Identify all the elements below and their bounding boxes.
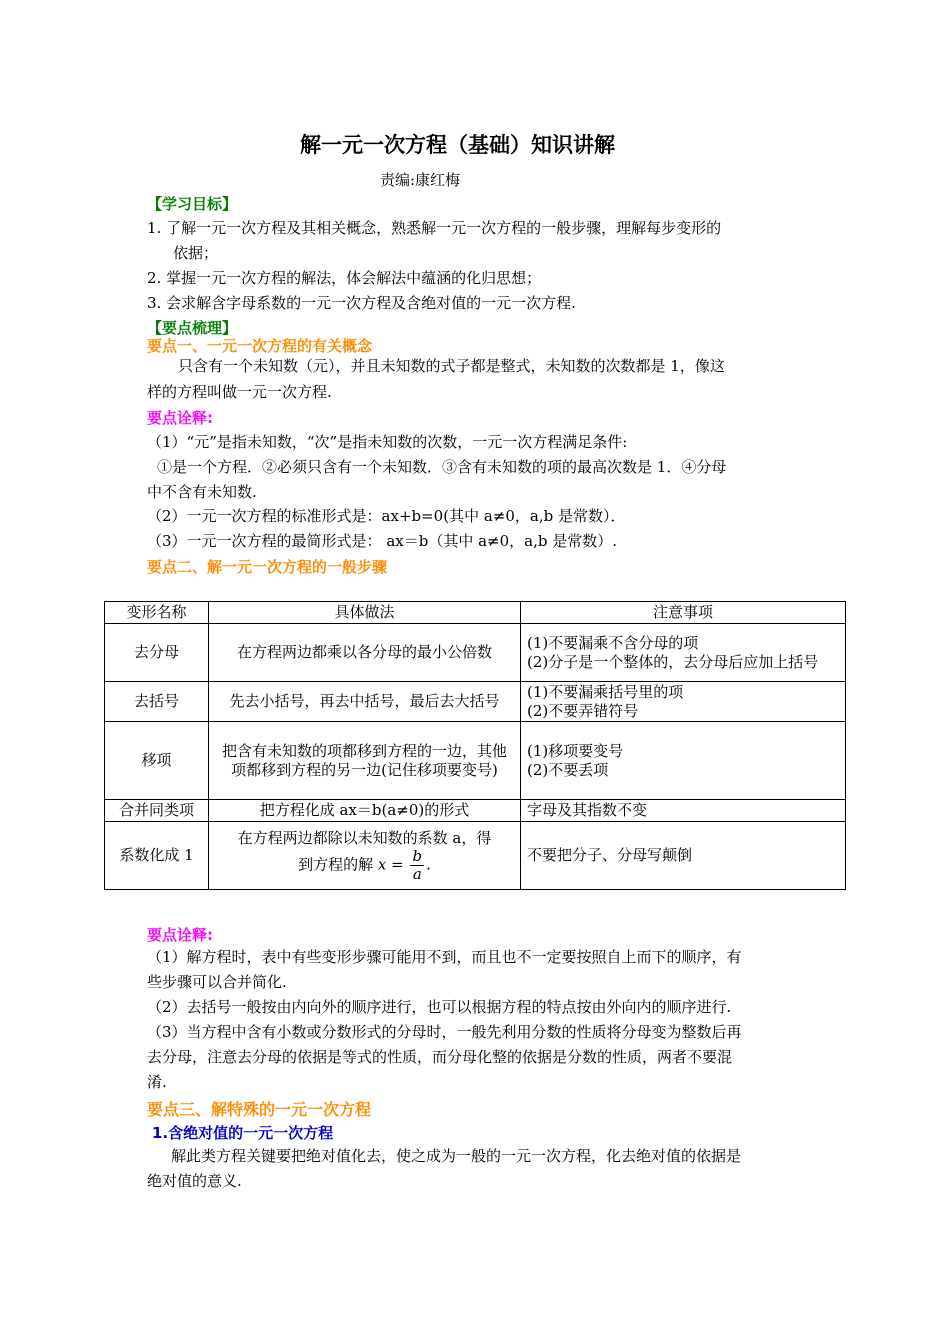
summary-heading: 【要点梳理】 — [147, 319, 238, 337]
step-name: 系数化成 1 — [105, 822, 209, 890]
point1-note: （1）“元”是指未知数，“次”是指未知数的次数，一元一次方程满足条件: — [147, 433, 628, 451]
step-method: 在方程两边都乘以各分母的最小公倍数 — [209, 624, 521, 682]
point1-note: ①是一个方程．②必须只含有一个未知数．③含有未知数的项的最高次数是 1．④分母 — [157, 458, 727, 476]
formula-lhs: x = — [377, 855, 404, 873]
step-note: 字母及其指数不变 — [527, 801, 648, 819]
point2-heading: 要点二、解一元一次方程的一般步骤 — [147, 558, 388, 576]
point1-text: 只含有一个未知数（元），并且未知数的式子都是整式，未知数的次数都是 1，像这 — [178, 357, 725, 375]
step-note: (2)不要丢项 — [527, 760, 609, 779]
step-note: (2)分子是一个整体的，去分母后应加上括号 — [527, 652, 819, 671]
goal-item: 2. 掌握一元一次方程的解法，体会解法中蕴涵的化归思想； — [147, 269, 542, 287]
step-note: 不要把分子、分母写颠倒 — [527, 846, 693, 864]
fraction — [410, 848, 424, 883]
step-method-text: 到方程的解 — [298, 855, 374, 873]
table-header: 具体做法 — [209, 602, 521, 624]
point1-note-heading: 要点诠释: — [147, 409, 213, 427]
step-notes — [521, 682, 846, 722]
step-method — [209, 822, 521, 890]
step-note: (2)不要弄错符号 — [527, 701, 639, 720]
point3-text: 解此类方程关键要把绝对值化去，使之成为一般的一元一次方程，化去绝对值的依据是 — [171, 1147, 742, 1165]
goal-item: 1. 了解一元一次方程及其相关概念，熟悉解一元一次方程的一般步骤，理解每步变形的 — [147, 219, 722, 237]
goals-heading: 【学习目标】 — [147, 195, 238, 213]
step-note: (1)移项要变号 — [527, 741, 624, 760]
step-name: 去括号 — [105, 682, 209, 722]
step-method: 先去小括号，再去中括号，最后去大括号 — [209, 682, 521, 722]
point1-note: 中不含有未知数. — [147, 483, 257, 501]
point3-subheading: 1.含绝对值的一元一次方程 — [152, 1124, 334, 1142]
table-row — [105, 624, 846, 682]
point1-text: 样的方程叫做一元一次方程. — [147, 383, 332, 401]
step-notes — [521, 624, 846, 682]
page-title: 解一元一次方程（基础）知识讲解 — [300, 133, 615, 157]
notes2-text: （1）解方程时，表中有些变形步骤可能用不到，而且也不一定要按照自上而下的顺序，有 — [147, 948, 742, 966]
notes2-text: 去分母，注意去分母的依据是等式的性质，而分母化整的依据是分数的性质，两者不要混 — [147, 1048, 733, 1066]
table-row — [105, 682, 846, 722]
table-row — [105, 800, 846, 822]
point1-note: （2）一元一次方程的标准形式是：ax+b=0(其中 a≠0，a,b 是常数）． — [147, 507, 626, 525]
fraction-denominator: a — [412, 864, 422, 883]
notes2-text: （2）去括号一般按由内向外的顺序进行，也可以根据方程的特点按由外向内的顺序进行. — [147, 998, 732, 1016]
step-name: 去分母 — [105, 624, 209, 682]
goal-item: 依据； — [173, 244, 219, 262]
point3-text: 绝对值的意义. — [147, 1172, 242, 1190]
notes2-heading: 要点诠释: — [147, 926, 213, 944]
step-method: 把方程化成 ax＝b(a≠0)的形式 — [209, 800, 521, 822]
notes2-text: 些步骤可以合并简化. — [147, 973, 287, 991]
editor-credit: 责编:康红梅 — [380, 171, 461, 189]
step-note: (1)不要漏乘不含分母的项 — [527, 633, 699, 652]
notes2-text: （3）当方程中含有小数或分数形式的分母时，一般先利用分数的性质将分母变为整数后再 — [147, 1023, 742, 1041]
point3-heading: 要点三、解特殊的一元一次方程 — [147, 1100, 372, 1119]
steps-table — [104, 601, 846, 890]
step-notes — [521, 722, 846, 800]
step-method: 把含有未知数的项都移到方程的一边，其他项都移到方程的另一边(记住移项要变号) — [209, 722, 521, 800]
formula-end: . — [426, 855, 431, 873]
table-header: 注意事项 — [521, 602, 846, 624]
step-name: 合并同类项 — [105, 800, 209, 822]
notes2-text: 淆. — [147, 1073, 167, 1091]
point1-note: （3）一元一次方程的最简形式是： ax＝b（其中 a≠0，a,b 是常数）. — [147, 532, 617, 550]
step-method-line — [215, 848, 514, 883]
step-note: (1)不要漏乘括号里的项 — [527, 682, 684, 701]
point1-heading: 要点一、一元一次方程的有关概念 — [147, 337, 373, 355]
step-name: 移项 — [105, 722, 209, 800]
table-row — [105, 822, 846, 890]
table-row — [105, 722, 846, 800]
goal-item: 3. 会求解含字母系数的一元一次方程及含绝对值的一元一次方程. — [147, 294, 576, 312]
step-notes — [521, 822, 846, 890]
step-method-line: 在方程两边都除以未知数的系数 a，得 — [237, 828, 492, 847]
table-header-row — [105, 602, 846, 624]
step-notes — [521, 800, 846, 822]
fraction-numerator: b — [412, 846, 423, 865]
table-header: 变形名称 — [105, 602, 209, 624]
